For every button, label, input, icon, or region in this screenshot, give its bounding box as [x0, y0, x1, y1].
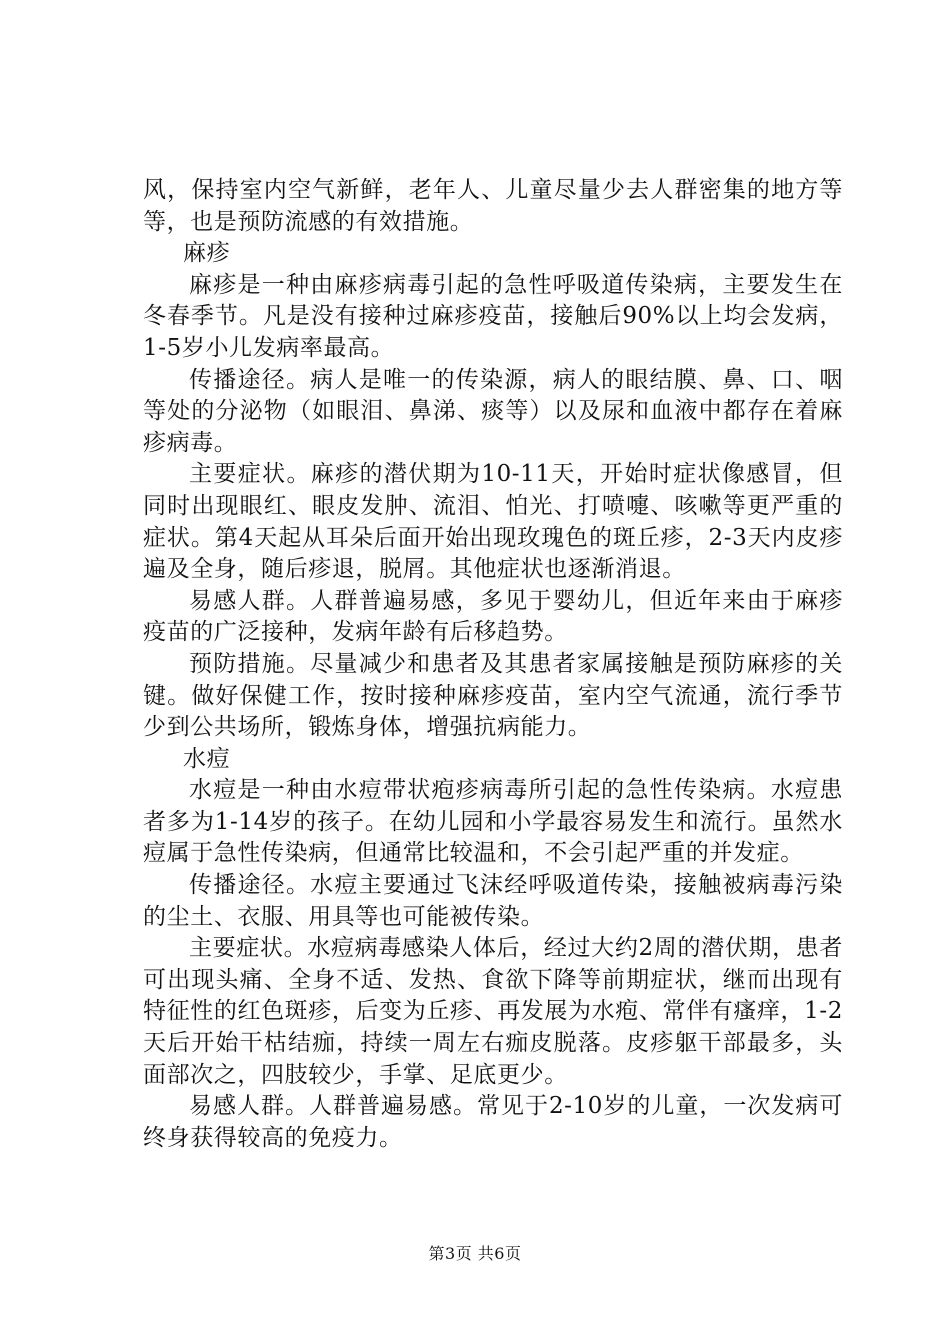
paragraph: 易感人群。人群普遍易感，多见于婴幼儿，但近年来由于麻疹疫苗的广泛接种，发病年龄有后移趋势。: [143, 587, 843, 646]
paragraph: 易感人群。人群普遍易感。常见于2-10岁的儿童，一次发病可终身获得较高的免疫力。: [143, 1093, 843, 1151]
paragraph: 水痘是一种由水痘带状疱疹病毒所引起的急性传染病。水痘患者多为1-14岁的孩子。在幼儿园和小学最容易发生和流行。虽然水痘属于急性传染病，但通常比较温和，不会引起严重的并发症。: [143, 777, 843, 867]
paragraph: 传播途径。病人是唯一的传染源，病人的眼结膜、鼻、口、咽等处的分泌物（如眼泪、鼻涕、痰等）以及尿和血液中都存在着麻疹病毒。: [143, 366, 843, 456]
section-heading-measles: 麻疹: [183, 240, 231, 267]
paragraph: 主要症状。水痘病毒感染人体后，经过大约2周的潜伏期，患者可出现头痛、全身不适、发热、食欲下降等前期症状，继而出现有特征性的红色斑疹，后变为丘疹、再发展为水疱、常伴有瘙痒，1-2天后开始干枯结痂，持续一周左右痂皮脱落。皮疹躯干部最多，头面部次之，四肢较少，手掌、足底更少。: [143, 935, 843, 1088]
paragraph: 预防措施。尽量减少和患者及其患者家属接触是预防麻疹的关键。做好保健工作，按时接种麻疹疫苗，室内空气流通，流行季节少到公共场所，锻炼身体，增强抗病能力。: [143, 650, 843, 741]
page-footer: 第3页 共6页: [428, 1244, 522, 1263]
paragraph: 麻疹是一种由麻疹病毒引起的急性呼吸道传染病，主要发生在冬春季节。凡是没有接种过麻疹疫苗，接触后90%以上均会发病，1-5岁小儿发病率最高。: [143, 271, 843, 361]
section-heading-chickenpox: 水痘: [183, 745, 231, 772]
paragraph: 传播途径。水痘主要通过飞沫经呼吸道传染，接触被病毒污染的尘土、衣服、用具等也可能被传染。: [143, 872, 843, 930]
paragraph-continuation: 风，保持室内空气新鲜，老年人、儿童尽量少去人群密集的地方等等，也是预防流感的有效措施。: [143, 177, 843, 235]
document-body: [143, 175, 843, 1154]
paragraph: 主要症状。麻疹的潜伏期为10-11天，开始时症状像感冒，但同时出现眼红、眼皮发肿、流泪、怕光、打喷嚏、咳嗽等更严重的症状。第4天起从耳朵后面开始出现玫瑰色的斑丘疹，2-3天内皮疹遍及全身，随后疹退，脱屑。其他症状也逐渐消退。: [143, 461, 843, 583]
